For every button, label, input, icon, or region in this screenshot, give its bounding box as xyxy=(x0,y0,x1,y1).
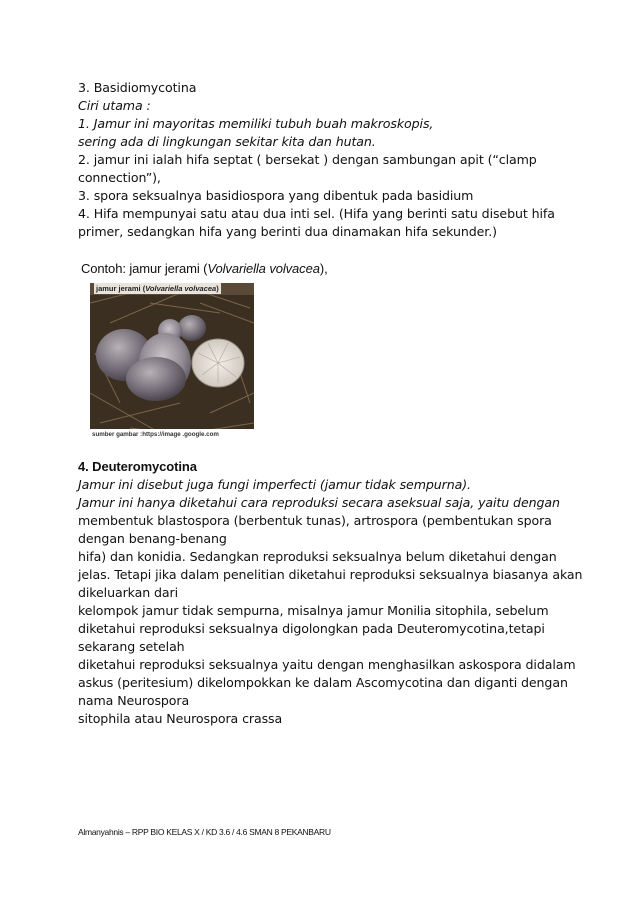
section3-line-4: connection”), xyxy=(78,170,161,185)
section4-heading: 4. Deuteromycotina xyxy=(78,459,197,474)
section4-line-8: kelompok jamur tidak sempurna, misalnya jamur Monilia sitophila, sebelum xyxy=(78,603,549,618)
section3-line-1: 1. Jamur ini mayoritas memiliki tubuh buah makroskopis, xyxy=(78,116,434,131)
section4-line-13: nama Neurospora xyxy=(78,693,190,708)
photo-source: sumber gambar :https://image .google.com xyxy=(92,431,219,438)
section4-line-1: Jamur ini disebut juga fungi imperfecti (jamur tidak sempurna). xyxy=(78,477,471,492)
photo-caption-text: jamur jerami ( xyxy=(96,284,146,293)
section3-line-2: sering ada di lingkungan sekitar kita dan hutan. xyxy=(78,134,376,149)
section4-line-10: sekarang setelah xyxy=(78,639,185,654)
mushroom-illustration xyxy=(90,283,254,443)
section4-line-2: Jamur ini hanya diketahui cara reproduksi secara aseksual saja, yaitu dengan xyxy=(78,495,560,510)
section4-line-9: diketahui reproduksi seksualnya digolongkan pada Deuteromycotina,tetapi xyxy=(78,621,545,636)
page-footer: Almanyahnis – RPP BIO KELAS X / KD 3.6 / 4.6 SMAN 8 PEKANBARU xyxy=(78,827,331,837)
section4-line-12: askus (peritesium) dikelompokkan ke dalam Ascomycotina dan diganti dengan xyxy=(78,675,568,690)
section4-line-11: diketahui reproduksi seksualnya yaitu dengan menghasilkan askospora didalam xyxy=(78,657,576,672)
section3-line-5: 3. spora seksualnya basidiospora yang dibentuk pada basidium xyxy=(78,188,474,203)
section4-line-14: sitophila atau Neurospora crassa xyxy=(78,711,283,726)
example-species: Volvariella volvacea xyxy=(207,261,320,276)
section4-line-4: dengan benang-benang xyxy=(78,531,227,546)
section3-line-7: primer, sedangkan hifa yang berinti dua dinamakan hifa sekunder.) xyxy=(78,224,497,239)
photo-caption-end: ) xyxy=(216,284,219,293)
example-text: jamur jerami ( xyxy=(125,261,208,276)
section3-line-6: 4. Hifa mempunyai satu atau dua inti sel. (Hifa yang berinti satu disebut hifa xyxy=(78,206,555,221)
photo-caption-species: Volvariella volvacea xyxy=(145,284,217,293)
section4-line-6: jelas. Tetapi jika dalam penelitian diketahui reproduksi seksualnya biasanya akan xyxy=(78,567,583,582)
section4-line-7: dikeluarkan dari xyxy=(78,585,179,600)
example-label: Contoh: xyxy=(81,261,126,276)
section3-line-3: 2. jamur ini ialah hifa septat ( bersekat ) dengan sambungan apit (“clamp xyxy=(78,152,537,167)
example-line xyxy=(81,260,328,277)
photo-caption xyxy=(94,283,221,294)
ciri-label: Ciri utama : xyxy=(78,98,151,113)
example-end: ), xyxy=(319,261,328,276)
section3-heading: 3. Basidiomycotina xyxy=(78,80,197,95)
section4-line-3: membentuk blastospora (berbentuk tunas), artrospora (pembentukan spora xyxy=(78,513,552,528)
section4-line-5: hifa) dan konidia. Sedangkan reproduksi seksualnya belum diketahui dengan xyxy=(78,549,557,564)
mushroom-photo xyxy=(90,283,254,443)
